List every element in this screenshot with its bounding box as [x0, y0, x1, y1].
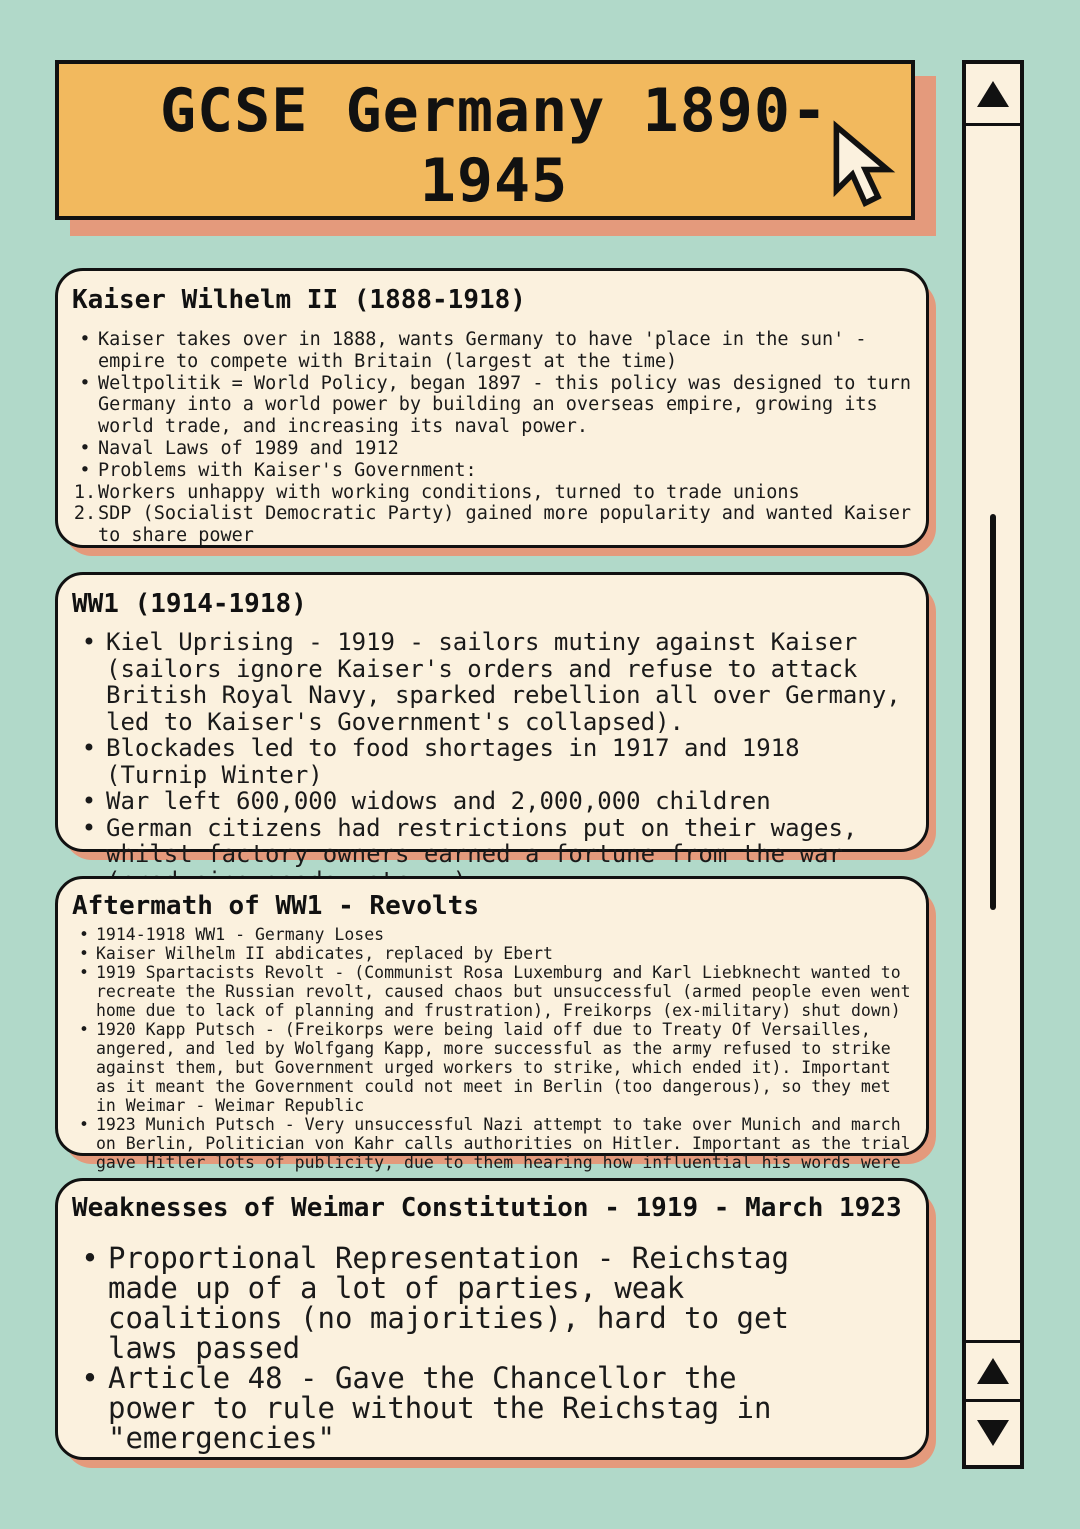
- bullet-icon: •: [79, 1020, 89, 1039]
- bullet-icon: •: [81, 1361, 99, 1395]
- scroll-top-button[interactable]: [966, 64, 1020, 126]
- page-title-line2: 1945: [419, 146, 569, 216]
- scrollbar[interactable]: [962, 60, 1024, 1469]
- pointer-cursor-icon: [830, 120, 894, 216]
- card-title: Weaknesses of Weimar Constitution - 1919 - March 1923: [72, 1193, 902, 1223]
- numbered-item: 2. SDP (Socialist Democratic Party) gained more popularity and wanted Kaiser to share power: [73, 503, 912, 547]
- bullet-icon: •: [79, 1115, 89, 1134]
- list-item: • Article 48 - Gave the Chancellor the power to rule without the Reichstag in "emergencies": [72, 1363, 816, 1453]
- bullet-icon: •: [81, 734, 97, 762]
- list-item: • 1919 Spartacists Revolt - (Communist Rosa Luxemburg and Karl Liebknecht wanted to recreate the Russian revolt, caused chaos but unsuccessful (armed people even went home due to lack of planning and frustration), Freikorps (ex-military) shut down): [72, 963, 912, 1020]
- list-item: • 1914-1918 WW1 - Germany Loses: [72, 925, 912, 944]
- arrow-down-icon: [974, 1417, 1012, 1449]
- scroll-up-button[interactable]: [966, 1340, 1020, 1402]
- bullet-icon: •: [81, 813, 97, 842]
- bullet-icon: •: [81, 787, 97, 815]
- bullet-icon: •: [79, 925, 89, 944]
- list-item: • German citizens had restrictions put on their wages, whilst factory owners earned a fortune from the war: [72, 815, 912, 895]
- list-item: • Kiel Uprising - 1919 - sailors mutiny against Kaiser (sailors ignore Kaiser's orders and refuse to attack British Royal Navy, sparked rebellion all over Germany, led to Kaiser's Government's collapsed).: [72, 629, 912, 735]
- list-item: • Kaiser Wilhelm II abdicates, replaced by Ebert: [72, 944, 912, 963]
- bullet-list: [72, 925, 912, 1172]
- scroll-down-button[interactable]: [966, 1402, 1020, 1464]
- bullet-list: [72, 1243, 816, 1453]
- list-item: • Kaiser takes over in 1888, wants Germany to have 'place in the sun' - empire to compete with Britain (largest at the time): [72, 329, 912, 373]
- bullet-icon: •: [81, 1241, 99, 1275]
- card-kaiser-wilhelm: [55, 268, 929, 548]
- card-aftermath-revolts: [55, 876, 929, 1172]
- card-title: Kaiser Wilhelm II (1888-1918): [72, 285, 526, 315]
- card-weimar-weaknesses: [55, 1178, 929, 1460]
- bullet-icon: •: [79, 459, 91, 481]
- bullet-icon: •: [79, 963, 89, 982]
- page-title: [59, 76, 929, 216]
- list-number: 2.: [73, 503, 97, 525]
- bullet-icon: •: [79, 329, 91, 350]
- arrow-up-icon: [974, 78, 1012, 110]
- card-title: WW1 (1914-1918): [72, 589, 307, 619]
- list-item: • Weltpolitik = World Policy, began 1897 - this policy was designed to turn Germany into a world power by building an overseas empire, growing its world trade, and increasing its naval power.: [72, 373, 912, 438]
- arrow-up-icon: [974, 1355, 1012, 1387]
- list-item: • 1920 Kapp Putsch - (Freikorps were being laid off due to Treaty Of Versailles, angered, and led by Wolfgang Kapp, more successful as the army refused to strike against them, but Government urged workers to strike, which ended it). Important as it meant the Government could not meet in Berlin (too dangerous), so they met in Weimar - Weimar Republic: [72, 1020, 912, 1115]
- bullet-list: [72, 329, 912, 547]
- numbered-item: 1. Workers unhappy with working conditions, turned to trade unions: [73, 481, 800, 503]
- card-ww1: [55, 572, 929, 868]
- list-item: • Problems with Kaiser's Government:: [72, 460, 912, 482]
- list-item: • Naval Laws of 1989 and 1912: [72, 438, 912, 460]
- list-item: • Proportional Representation - Reichstag made up of a lot of parties, weak coalitions (no majorities), hard to get laws passed: [72, 1243, 816, 1363]
- bullet-icon: •: [81, 628, 97, 656]
- title-box: [55, 60, 915, 220]
- list-item: • Blockades led to food shortages in 1917 and 1918 (Turnip Winter): [72, 735, 912, 788]
- list-number: 1.: [73, 481, 97, 503]
- bullet-icon: •: [79, 372, 91, 394]
- bullet-icon: •: [79, 944, 89, 963]
- list-item: • War left 600,000 widows and 2,000,000 children: [72, 788, 912, 815]
- bullet-icon: •: [79, 437, 91, 459]
- card-title: Aftermath of WW1 - Revolts: [72, 891, 479, 921]
- bullet-list: [72, 629, 912, 894]
- page-title-line1: GCSE Germany 1890-: [159, 76, 829, 146]
- scrollbar-thumb[interactable]: [990, 514, 996, 910]
- list-item: • 1923 Munich Putsch - Very unsuccessful Nazi attempt to take over Munich and march on Berlin, Politician von Kahr calls authorities on Hitler. Important as the trial gave Hitler lots of publicity, due to them hearing how influential his words were: [72, 1115, 912, 1172]
